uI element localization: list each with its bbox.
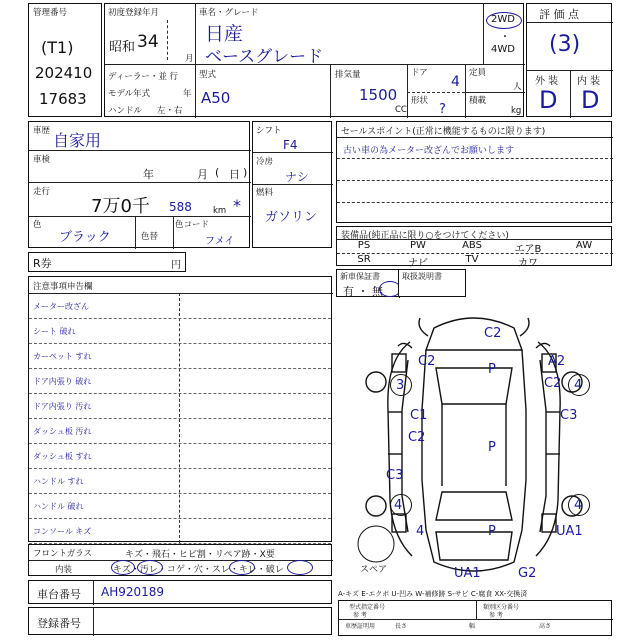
- dealer-row2: モデル年式: [108, 89, 151, 99]
- mgmt-box: [28, 3, 102, 117]
- equip-row1-1: PW: [410, 240, 426, 251]
- equip-row1-3: エアB: [514, 244, 542, 255]
- mileage-mark: *: [233, 196, 241, 215]
- interior-text: キズ・汚レ・コゲ・穴・スレ・キレ・破レ: [113, 565, 284, 575]
- notes-divider: [29, 468, 331, 469]
- damage-mark: 4: [574, 498, 583, 513]
- load-label: 積載: [469, 96, 487, 106]
- model-value: A50: [201, 89, 231, 107]
- ac-label: 冷房: [256, 157, 274, 167]
- equip-label: 装備品(純正品に限り○をつけてください): [341, 231, 509, 241]
- interior-label: 内装: [55, 565, 73, 575]
- damage-mark: G2: [518, 566, 537, 581]
- wheel-circle: [568, 494, 590, 516]
- damage-mark: C1: [410, 408, 428, 423]
- interior-circle-1: [111, 560, 135, 575]
- score-label: 評 価 点: [539, 8, 579, 21]
- interior-circle-4: [287, 560, 313, 575]
- legend-cell-7: 高さ: [539, 623, 552, 630]
- damage-mark: C2: [484, 326, 502, 341]
- equip-row1-2: ABS: [462, 240, 482, 251]
- color-code: フメイ: [205, 236, 235, 247]
- usage-value: 自家用: [53, 131, 102, 150]
- door-value: 4: [451, 74, 460, 90]
- mgmt-label: 管理番号: [33, 8, 68, 18]
- wheel-circle: [390, 374, 412, 396]
- equip-box: [336, 226, 612, 269]
- carname-label: 車名・グレード: [199, 8, 259, 18]
- regdate-era: 昭和: [109, 40, 136, 55]
- legend-cell-1: 参 考: [353, 612, 367, 619]
- mgmt-num2: 17683: [39, 90, 87, 108]
- score-ext: D: [539, 86, 558, 114]
- interior-circle-2: [137, 560, 163, 575]
- notes-item: ドア内張り 汚れ: [33, 402, 92, 411]
- notes-divider: [29, 418, 331, 419]
- color-label: 色: [33, 220, 42, 230]
- mgmt-code: (T1): [41, 38, 74, 57]
- ac-value: ナシ: [285, 170, 309, 184]
- legend-table: [338, 600, 612, 636]
- fuel-label: 燃料: [256, 188, 274, 198]
- warranty-value: 有 ・ 無: [343, 285, 383, 298]
- warranty-label: 新車保証書: [340, 272, 380, 281]
- sales-label: セールスポイント(正常に機能するものに限ります): [341, 127, 546, 137]
- regdate-month: 月: [185, 54, 194, 64]
- damage-mark: P: [488, 524, 496, 539]
- equip-row1-4: AW: [575, 240, 593, 251]
- chassis-value: AH920189: [101, 585, 165, 599]
- header-main: [104, 3, 524, 117]
- notes-divider: [29, 493, 331, 494]
- carname-grade: ベースグレード: [205, 47, 324, 67]
- spare-label: スペア: [360, 565, 388, 575]
- legend-cell-4: 車歴証明用: [345, 623, 376, 630]
- legend-cell-6: 幅: [469, 623, 476, 630]
- manual-label: 取扱説明書: [402, 272, 442, 281]
- damage-mark: C2: [408, 430, 426, 445]
- sales-text: 古い車の為メーター改ざんでお願いします: [343, 146, 515, 156]
- damage-mark: A2: [548, 354, 566, 369]
- chassis-box: [28, 580, 332, 604]
- disp-label: 排気量: [335, 70, 361, 80]
- regdate-year: 34: [137, 32, 159, 52]
- damage-mark: 4: [574, 378, 583, 393]
- legend-cell-3: 参 考: [489, 612, 503, 619]
- shift-box: [252, 121, 332, 248]
- notes-divider: [29, 368, 331, 369]
- disp-value: 1500: [359, 86, 398, 104]
- damage-mark: C3: [386, 468, 404, 483]
- inspection-year: 年: [143, 168, 154, 181]
- wheel-circle: [390, 494, 412, 516]
- score-int-label: 内 装: [577, 76, 601, 87]
- recycle-box: [28, 252, 186, 272]
- color-code-label: 色コード: [175, 220, 210, 230]
- notes-label: 注意事項申告欄: [33, 282, 93, 292]
- score-value: (3): [549, 32, 581, 57]
- notes-item: ダッシュ板 汚れ: [33, 427, 92, 436]
- inspection-month: 月: [197, 168, 208, 181]
- damage-mark: 4: [416, 524, 425, 539]
- regnum-box: [28, 607, 332, 635]
- door-label: ドア: [411, 68, 428, 78]
- regnum-label: 登録番号: [37, 617, 81, 630]
- notes-divider: [29, 318, 331, 319]
- door-shape-label: 形状: [411, 96, 429, 106]
- equip-row2-2: TV: [465, 254, 479, 265]
- capacity-unit: 人: [513, 82, 522, 92]
- notes-item: ハンドル すれ: [33, 477, 84, 486]
- wheel-circle: [568, 374, 590, 396]
- glass-box: [28, 544, 332, 576]
- notes-divider: [29, 393, 331, 394]
- damage-mark: P: [488, 440, 496, 455]
- chassis-label: 車台番号: [37, 588, 81, 601]
- inspection-label: 車検: [33, 155, 51, 165]
- damage-mark: 4: [394, 498, 403, 513]
- notes-item: ダッシュ板 すれ: [33, 452, 92, 461]
- legend-cell-0: 型式指定番号: [349, 604, 386, 611]
- regdate-label: 初度登録年月: [108, 8, 160, 18]
- equip-row2-0: SR: [357, 254, 371, 265]
- glass-label: フロントガラス: [33, 549, 92, 559]
- carname-maker: 日産: [205, 23, 244, 45]
- drive-dot: ・: [500, 32, 510, 43]
- score-int: D: [581, 86, 600, 114]
- door-shape: ?: [439, 102, 446, 117]
- glass-text: キズ・飛石・ヒビ割・リペア跡・X要: [125, 550, 275, 560]
- damage-mark: C2: [544, 376, 562, 391]
- sales-box: [336, 121, 612, 223]
- notes-item: コンソール キズ: [33, 527, 92, 536]
- notes-box: [28, 276, 332, 542]
- dealer-row3b: 左・右: [157, 106, 183, 116]
- mileage-value: 7万0千: [91, 196, 150, 217]
- mileage-unit: km: [213, 206, 227, 216]
- shift-value: F4: [283, 138, 298, 152]
- color-value: ブラック: [59, 230, 111, 245]
- mileage-label: 走行: [33, 187, 51, 197]
- equip-row1-0: PS: [357, 240, 371, 251]
- notes-item: メーター改ざん: [33, 302, 89, 311]
- capacity-label: 定員: [469, 68, 487, 78]
- dealer-row1: ディーラー・並 行: [108, 72, 179, 82]
- shift-label: シフト: [256, 126, 282, 136]
- notes-item: ドア内張り 破れ: [33, 377, 92, 386]
- score-box: [526, 3, 612, 117]
- manual-box: [398, 269, 466, 297]
- damage-mark: C3: [560, 408, 578, 423]
- drive-2wd: 2WD: [491, 14, 515, 25]
- equip-row2-3: カワ: [518, 258, 538, 269]
- damage-mark: 3: [396, 378, 405, 393]
- fuel-value: ガソリン: [265, 210, 318, 225]
- inspection-day: 日: [229, 168, 240, 181]
- car-diagram: [336, 300, 612, 588]
- usage-box: 車歴 自家用 車検 年 月 日 ( ) 走行 7万0千 588 km * 色 ブラック 色替 色コード フメイ: [28, 121, 250, 248]
- notes-divider: [29, 443, 331, 444]
- recycle-unit: 円: [171, 260, 181, 271]
- drive-4wd: 4WD: [491, 44, 515, 55]
- legend-cell-2: 類別区分番号: [483, 604, 520, 611]
- notes-item: シート 破れ: [33, 327, 76, 336]
- disp-unit: CC: [395, 105, 407, 115]
- legend-row: A-キズ E-エクボ U-凹み W-補修跡 S-サビ C-腐食 XX-交換済: [338, 590, 528, 598]
- load-unit: kg: [511, 106, 522, 116]
- damage-mark: UA1: [556, 524, 583, 539]
- legend-cell-5: 長さ: [395, 623, 408, 630]
- damage-mark: UA1: [454, 566, 481, 581]
- notes-item: ハンドル 破れ: [33, 502, 84, 511]
- score-ext-label: 外 装: [535, 76, 559, 87]
- mileage-sub: 588: [169, 200, 192, 214]
- dealer-row3: ハンドル: [108, 106, 143, 116]
- model-label: 型式: [199, 70, 217, 80]
- damage-mark: C2: [418, 354, 436, 369]
- mgmt-num1: 202410: [35, 64, 93, 82]
- equip-row2-1: ナビ: [408, 258, 428, 269]
- recycle-label: R券: [33, 257, 52, 270]
- notes-divider: [29, 343, 331, 344]
- interior-circle-3: [229, 560, 255, 575]
- color-change: 色替: [141, 232, 159, 242]
- notes-item: カーペット すれ: [33, 352, 92, 361]
- damage-mark: P: [488, 362, 496, 377]
- usage-label: 車歴: [33, 126, 51, 136]
- notes-divider: [29, 518, 331, 519]
- dealer-row2b: 年: [183, 89, 192, 99]
